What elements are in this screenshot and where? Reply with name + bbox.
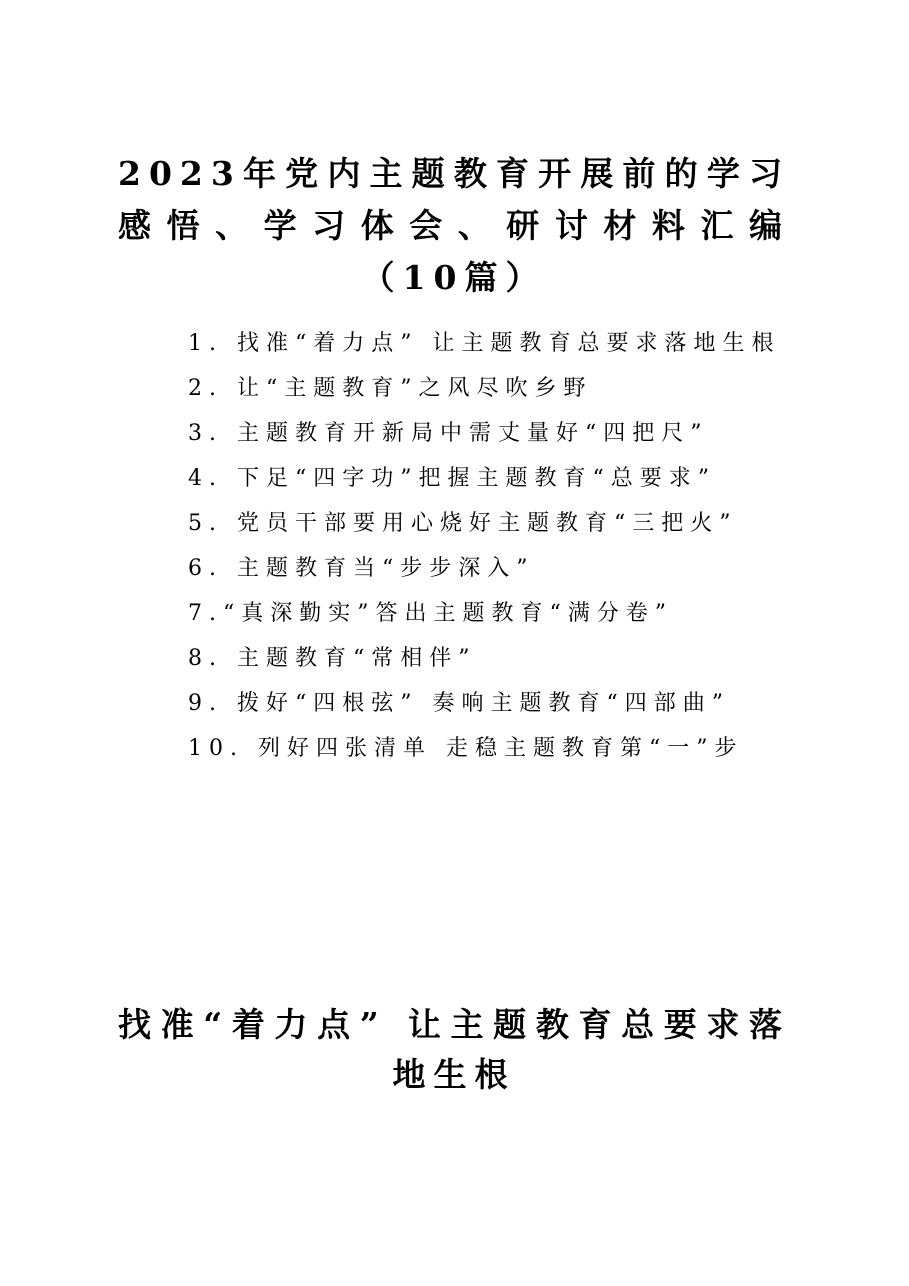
toc-item-9: 9. 拨好“四根弦” 奏响主题教育“四部曲” [188,691,730,716]
toc-item-10: 10. 列好四张清单 走稳主题教育第“一”步 [188,736,744,761]
toc-item-4: 4. 下足“四字功”把握主题教育“总要求” [188,466,716,491]
toc-item-1: 1. 找准“着力点” 让主题教育总要求落地生根 [188,331,781,356]
toc-item-8: 8. 主题教育“常相伴” [188,646,477,671]
toc-item-6: 6. 主题教育当“步步深入” [188,556,535,581]
toc-item-7: 7.“真深勤实”答出主题教育“满分卷” [188,601,673,626]
table-of-contents [124,321,788,771]
toc-item-5: 5. 党员干部要用心烧好主题教育“三把火” [188,511,738,536]
toc-item-3: 3. 主题教育开新局中需丈量好“四把尺” [188,421,709,446]
document-title: 2023年党内主题教育开展前的学习感悟、学习体会、研讨材料汇编（10篇） [118,154,790,297]
toc-item-2: 2. 让“主题教育”之风尽吹乡野 [188,376,593,401]
section-title: 找准“着力点” 让主题教育总要求落地生根 [118,1005,790,1094]
